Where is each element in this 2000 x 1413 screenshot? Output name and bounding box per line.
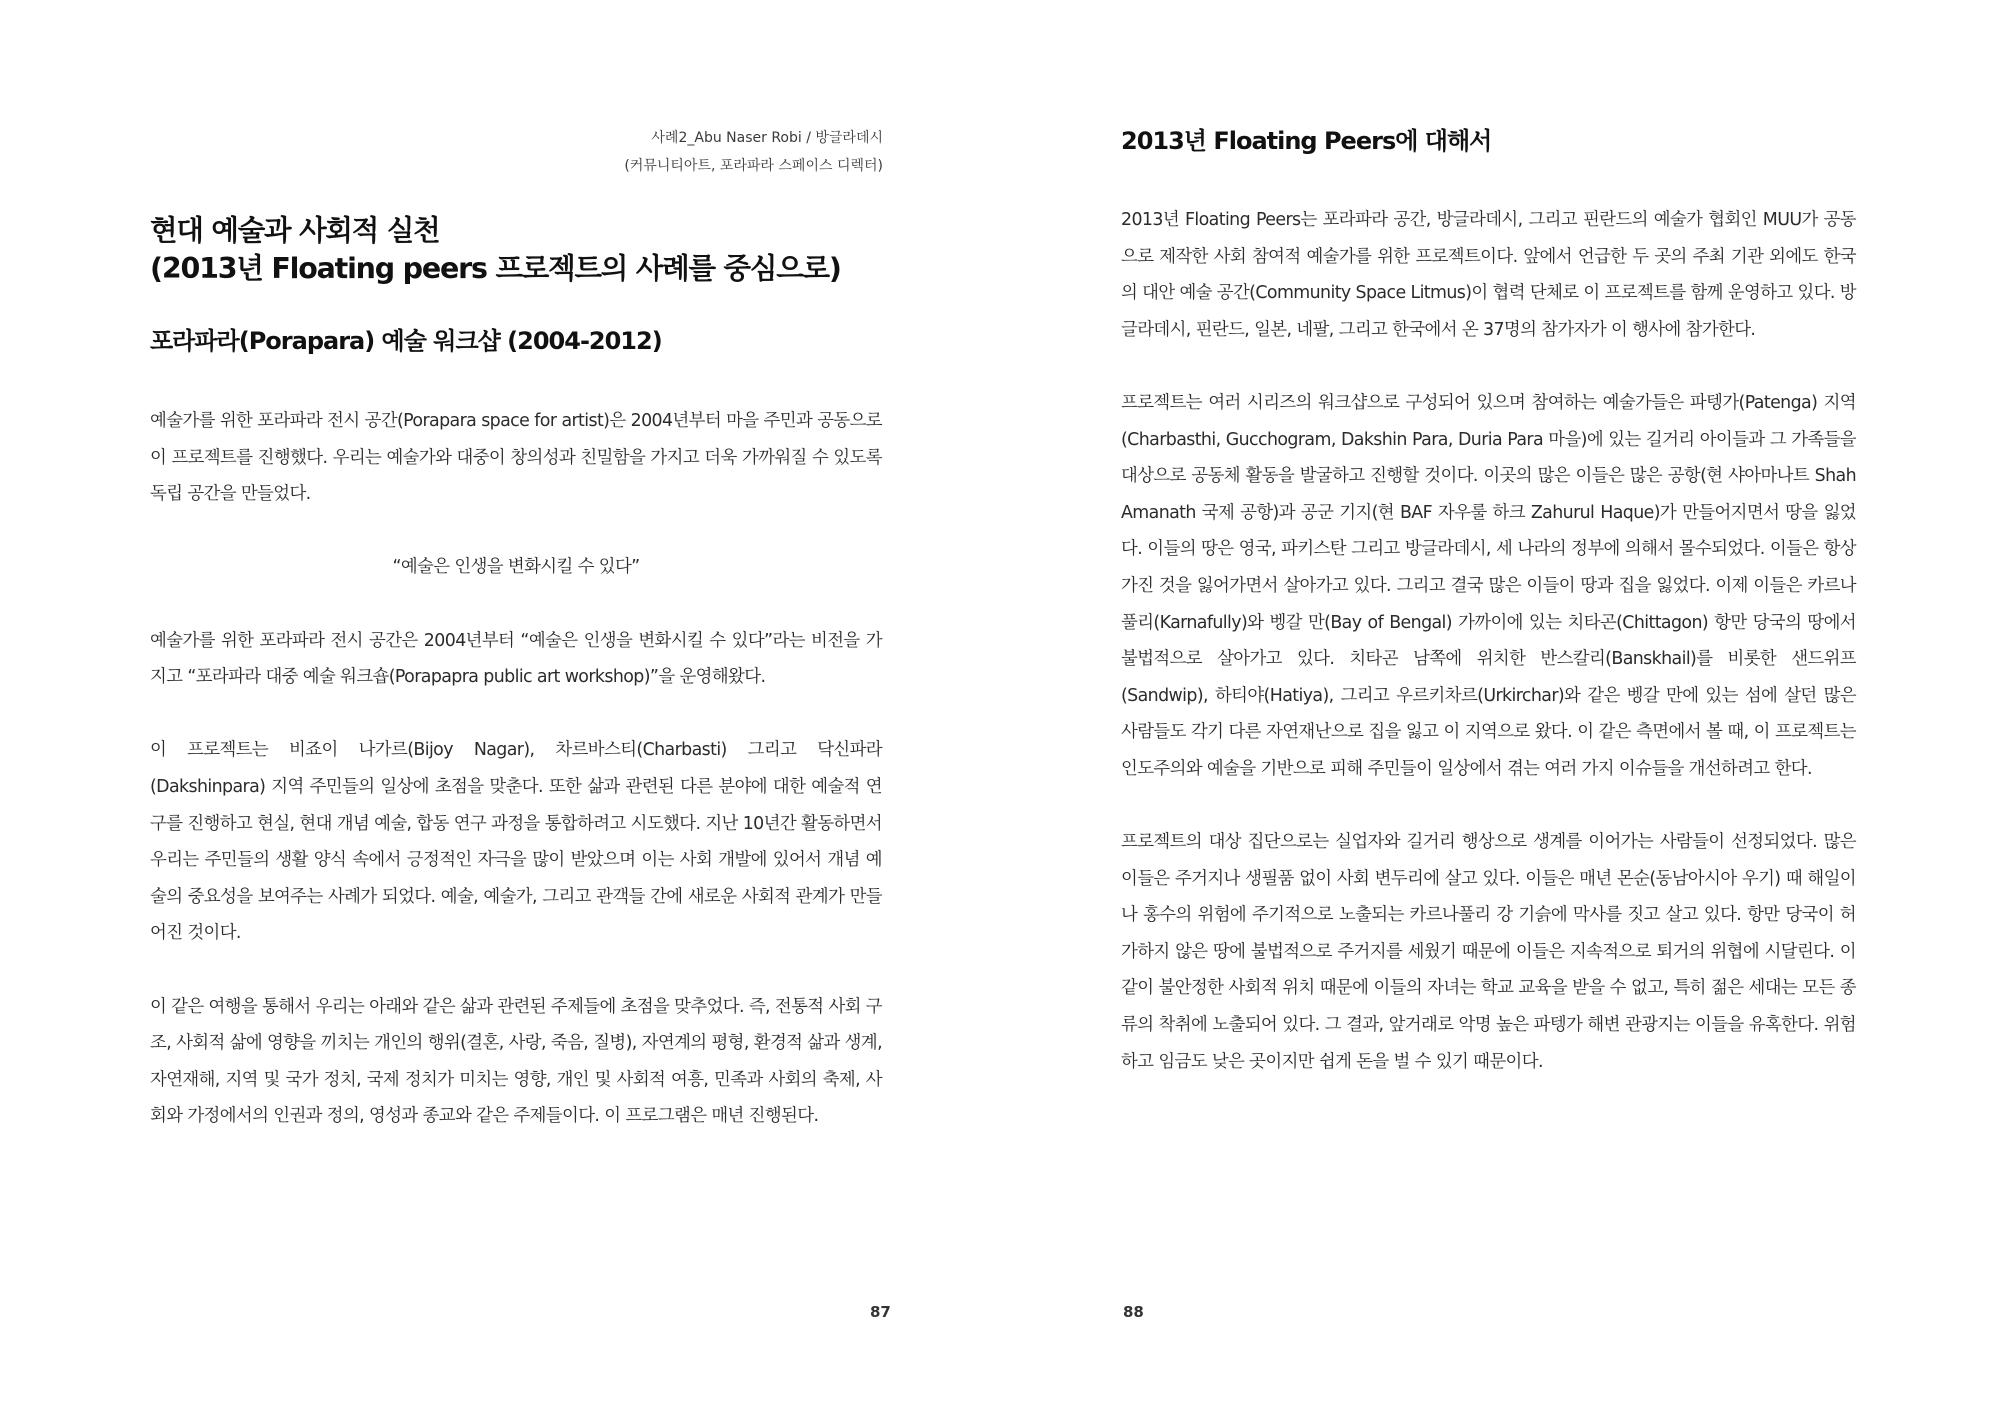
title-line-2: (2013년 Floating peers 프로젝트의 사례를 중심으로) bbox=[150, 252, 841, 285]
pull-quote: “예술은 인생을 변화시킬 수 있다” bbox=[392, 557, 640, 578]
paragraph: 이 프로젝트는 비죠이 나가르(Bijoy Nagar), 차르바스티(Charbasti) 그리고 닥신파라(Dakshinpara) 지역 주민들의 일상에 초점을 맞춘다. 또한 삶과 관련된 다른 분야에 대한 예술적 연구를 진행하고 현실, 현대 개념 예술, 합동 연구 과정을 통합하려고 시도했다. 지난 10년간 활동하면서 우리는 주민들의 생활 양식 속에서 긍정적인 자극을 많이 받았으며 이는 사회 개발에 있어서 개념 예술의 중요성을 보여주는 사례가 되었다. 예술, 예술가, 그리고 관객들 간에 새로운 사회적 관계가 만들어진 것이다. bbox=[150, 740, 882, 944]
paragraph: 프로젝트의 대상 집단으로는 실업자와 길거리 행상으로 생계를 이어가는 사람들이 선정되었다. 많은 이들은 주거지나 생필품 없이 사회 변두리에 살고 있다. 이들은 매년 몬순(동남아시아 우기) 때 해일이나 홍수의 위험에 주기적으로 노출되는 카르나풀리 강 기슭에 막사를 짓고 살고 있다. 항만 당국이 허가하지 않은 땅에 불법적으로 주거지를 세웠기 때문에 이들은 지속적으로 퇴거의 위협에 시달린다. 이 같이 불안정한 사회적 위치 때문에 이들의 자녀는 학교 교육을 받을 수 없고, 특히 젊은 세대는 모든 종류의 착취에 노출되어 있다. 그 결과, 앞거래로 악명 높은 파텡가 해변 관광지는 이들을 유혹한다. 위험하고 임금도 낮은 곳이지만 쉽게 돈을 벌 수 있기 때문이다. bbox=[1121, 832, 1856, 1072]
paragraph: 예술가를 위한 포라파라 전시 공간은 2004년부터 “예술은 인생을 변화시킬 수 있다”라는 비전을 가지고 “포라파라 대중 예술 워크숍(Porapapra public art workshop)”을 운영해왔다. bbox=[150, 630, 882, 688]
paragraph: 2013년 Floating Peers는 포라파라 공간, 방글라데시, 그리고 핀란드의 예술가 협회인 MUU가 공동으로 제작한 사회 참여적 예술가를 위한 프로젝트이다. 앞에서 언급한 두 곳의 주최 기관 외에도 한국의 대안 예술 공간(Community Space Litmus)이 협력 단체로 이 프로젝트를 함께 운영하고 있다. 방글라데시, 핀란드, 일본, 네팔, 그리고 한국에서 온 37명의 참가자가 이 행사에 참가한다. bbox=[1121, 210, 1856, 340]
byline-role: (커뮤니티아트, 포라파라 스페이스 디렉터) bbox=[624, 158, 883, 174]
title-line-1: 현대 예술과 사회적 실천 bbox=[150, 214, 440, 247]
byline-author: 사례2_Abu Naser Robi / 방글라데시 bbox=[651, 130, 883, 146]
page-number: 87 bbox=[870, 1303, 891, 1321]
right-page bbox=[1000, 0, 2000, 1413]
paragraph: 프로젝트는 여러 시리즈의 워크샵으로 구성되어 있으며 참여하는 예술가들은 파텡가(Patenga) 지역 (Charbasthi, Gucchogram, Dakshin Para, Duria Para 마을)에 있는 길거리 아이들과 그 가족들을 대상으로 공동체 활동을 발굴하고 진행할 것이다. 이곳의 많은 이들은 많은 공항(현 샤아마나트 Shah Amanath 국제 공항)과 공군 기지(현 BAF 자우룰 하크 Zahurul Haque)가 만들어지면서 땅을 잃었다. 이들의 땅은 영국, 파키스탄 그리고 방글라데시, 세 나라의 정부에 의해서 몰수되었다. 이들은 항상 가진 것을 잃어가면서 살아가고 있다. 그리고 결국 많은 이들이 땅과 집을 잃었다. 이제 이들은 카르나풀리(Karnafully)와 벵갈 만(Bay of Bengal) 가까이에 있는 치타곤(Chittagon) 항만 당국의 땅에서 불법적으로 살아가고 있다. 치타곤 남쪽에 위치한 반스칼리(Banskhail)를 비롯한 샌드위프(Sandwip), 하티야(Hatiya), 그리고 우르키차르(Urkirchar)와 같은 벵갈 만에 있는 섬에 살던 많은 사람들도 각기 다른 자연재난으로 집을 잃고 이 지역으로 왔다. 이 같은 측면에서 볼 때, 이 프로젝트는 인도주의와 예술을 기반으로 피해 주민들이 일상에서 겪는 여러 가지 이슈들을 개선하려고 한다. bbox=[1121, 392, 1856, 779]
left-body-text bbox=[150, 403, 882, 1171]
paragraph: 이 같은 여행을 통해서 우리는 아래와 같은 삶과 관련된 주제들에 초점을 맞추었다. 즉, 전통적 사회 구조, 사회적 삶에 영향을 끼치는 개인의 행위(결혼, 사랑, 죽음, 질병), 자연계의 평형, 환경적 삶과 생계, 자연재해, 지역 및 국가 정치, 국제 정치가 미치는 영향, 개인 및 사회적 여흥, 민족과 사회의 축제, 사회와 가정에서의 인권과 정의, 영성과 종교와 같은 주제들이다. 이 프로그램은 매년 진행된다. bbox=[150, 996, 882, 1127]
section-heading: 2013년 Floating Peers에 대해서 bbox=[1121, 127, 1492, 155]
section-heading: 포라파라(Porapara) 예술 워크샵 (2004-2012) bbox=[150, 327, 662, 355]
page-number: 88 bbox=[1123, 1303, 1144, 1321]
author-byline bbox=[624, 124, 883, 180]
paragraph: 예술가를 위한 포라파라 전시 공간(Porapara space for artist)은 2004년부터 마을 주민과 공동으로 이 프로젝트를 진행했다. 우리는 예술가와 대중이 창의성과 친밀함을 가지고 더욱 가까워질 수 있도록 독립 공간을 만들었다. bbox=[150, 411, 882, 505]
page-title bbox=[150, 212, 910, 288]
right-body-text bbox=[1121, 202, 1856, 1117]
